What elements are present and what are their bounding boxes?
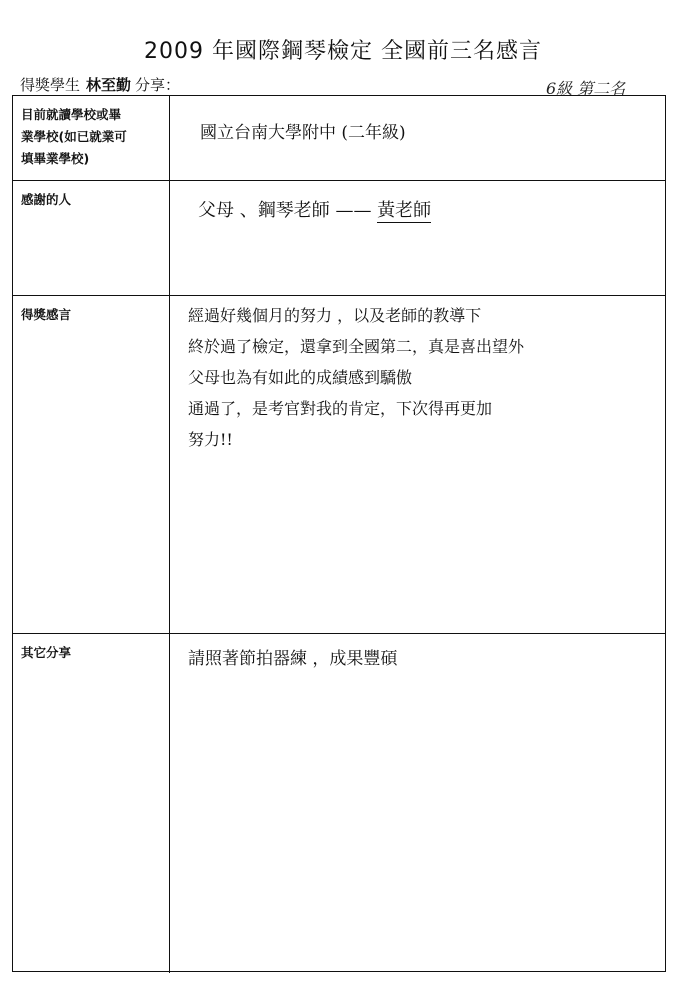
content-school [170, 96, 665, 180]
student-suffix: 分享： [135, 76, 181, 94]
student-name: 林至勤 [86, 76, 132, 94]
speech-text [188, 300, 524, 455]
school-text: 國立台南大學附中 (二年級) [200, 123, 406, 143]
content-speech [170, 296, 665, 633]
speech-line: 努力!! [188, 430, 233, 449]
content-other [170, 634, 665, 973]
thanks-text [198, 196, 431, 222]
content-thanks [170, 181, 665, 295]
grade-note: 6級 第二名 [546, 79, 626, 98]
label-other [13, 634, 170, 973]
student-line [20, 74, 180, 95]
row-other [13, 634, 665, 973]
speech-line: 經過好幾個月的努力 ，以及老師的教導下 [188, 306, 482, 325]
label-line: 其它分享 [21, 645, 72, 660]
speech-line: 終於過了檢定，還拿到全國第二，真是喜出望外 [188, 337, 525, 356]
row-school [13, 96, 665, 181]
page-title: 2009 年國際鋼琴檢定 全國前三名感言 [144, 39, 542, 64]
thanks-prefix: 父母 、鋼琴老師 —— [198, 200, 378, 221]
label-line: 目前就讀學校或畢 [21, 107, 122, 122]
label-line: 得獎感言 [21, 307, 72, 322]
thanks-teacher: 黃老師 [377, 200, 432, 221]
label-thanks [13, 181, 170, 295]
label-line: 業學校(如已就業可 [21, 129, 127, 144]
label-school [13, 96, 170, 180]
form-table [12, 95, 666, 972]
speech-line: 父母也為有如此的成績感到驕傲 [188, 368, 413, 387]
label-line: 填畢業學校) [21, 151, 90, 166]
label-line: 感謝的人 [21, 192, 72, 207]
student-prefix: 得獎學生 [20, 76, 81, 94]
other-text: 請照著節拍器練 ，成果豐碩 [188, 649, 398, 669]
speech-line: 通過了，是考官對我的肯定，下次得再更加 [188, 399, 493, 418]
row-speech [13, 296, 665, 634]
row-thanks [13, 181, 665, 296]
label-speech [13, 296, 170, 633]
